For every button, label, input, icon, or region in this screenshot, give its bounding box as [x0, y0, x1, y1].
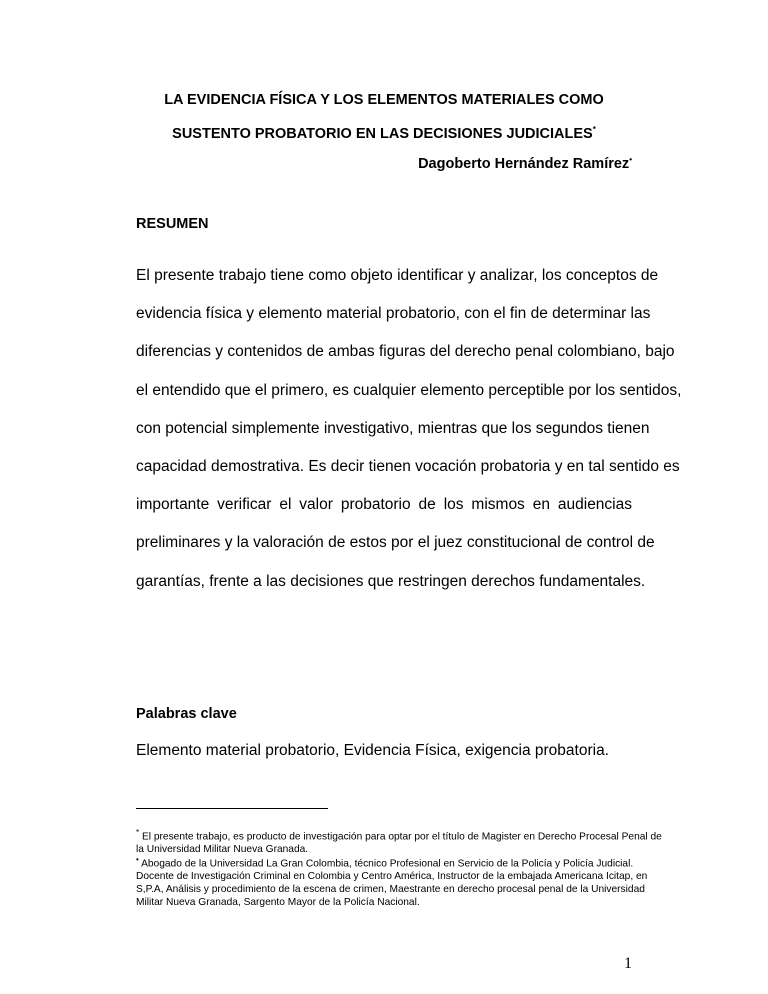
abstract-line: El presente trabajo tiene como objeto identificar y analizar, los conceptos de: [136, 267, 659, 284]
footnote-1: [136, 826, 662, 856]
footnote-marker: *: [136, 828, 140, 837]
abstract-line: importante verificar el valor probatorio de los mismos en audiencias: [136, 496, 632, 514]
footnote-separator: [136, 808, 328, 809]
abstract-line: evidencia física y elemento material probatorio, con el fin de determinar las: [136, 305, 651, 323]
author-footnote-marker: •: [629, 155, 632, 164]
author-text: Dagoberto Hernández Ramírez: [418, 155, 630, 172]
title-text: SUSTENTO PROBATORIO EN LAS DECISIONES JUDICIALES: [172, 125, 593, 142]
abstract-line: diferencias y contenidos de ambas figuras del derecho penal colombiano, bajo: [136, 343, 675, 361]
keywords-heading: Palabras clave: [136, 706, 237, 722]
abstract-line: preliminares y la valoración de estos por el juez constitucional de control de: [136, 534, 655, 552]
footnote-marker: •: [136, 855, 139, 864]
footnote-text: Abogado de la Universidad La Gran Colombia, técnico Profesional en Servicio de la Policía y Policía Judicial.: [141, 858, 634, 870]
abstract-line: garantías, frente a las decisiones que restringen derechos fundamentales.: [136, 572, 646, 590]
document-title-line-1: LA EVIDENCIA FÍSICA Y LOS ELEMENTOS MATERIALES COMO: [164, 92, 604, 108]
footnote-text: S,P.A, Análisis y procedimiento de la escena de crimen, Maestrante en derecho procesal penal de la Universidad: [136, 884, 645, 896]
author-name: [418, 155, 632, 172]
abstract-paragraph: [136, 266, 682, 610]
abstract-line: el entendido que el primero, es cualquier elemento perceptible por los sentidos,: [136, 381, 682, 399]
abstract-line: con potencial simplemente investigativo, mientras que los segundos tienen: [136, 419, 650, 437]
document-title-line-2: [136, 125, 632, 142]
footnote-text: la Universidad Militar Nueva Granada.: [136, 844, 309, 856]
footnote-text: Docente de Investigación Criminal en Colombia y Centro América, Instructor de la embajada Americana Icitap, en: [136, 871, 648, 883]
page-number: 1: [624, 955, 632, 972]
footnote-text: Militar Nueva Granada, Sargento Mayor de la Policía Nacional.: [136, 897, 420, 909]
footnote-text: El presente trabajo, es producto de investigación para optar por el título de Magister en Derecho Procesal Penal de: [141, 831, 662, 843]
footnote-2: [136, 853, 648, 909]
abstract-line: capacidad demostrativa. Es decir tienen vocación probatoria y en tal sentido es: [136, 457, 680, 475]
keywords-text: Elemento material probatorio, Evidencia Física, exigencia probatoria.: [136, 742, 609, 759]
footnote-marker: *: [592, 125, 596, 134]
abstract-heading: RESUMEN: [136, 216, 209, 232]
